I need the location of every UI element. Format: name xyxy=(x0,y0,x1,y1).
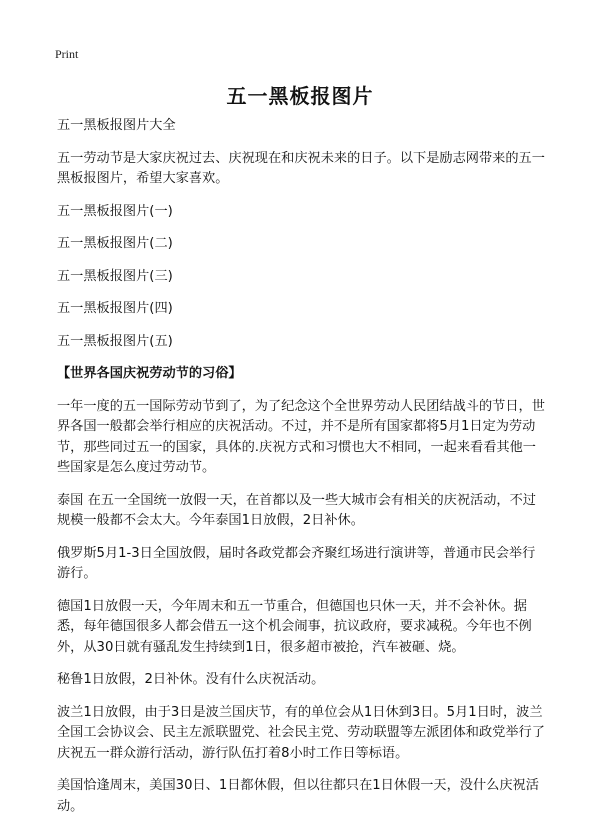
gallery-link-2[interactable]: 五一黑板报图片(二) xyxy=(57,236,173,251)
article-subtitle: 五一黑板报图片大全 xyxy=(57,118,176,133)
paragraph-overview: 一年一度的五一国际劳动节到了，为了纪念这个全世界劳动人民团结战斗的节日，世界各国一般都会举行相应的庆祝活动。不过，并不是所有国家都将5月1日定为劳动节，那些同过五一的国家，具体的.庆祝方式和习惯也大不相同，一起来看看其他一些国家是怎么度过劳动节。 xyxy=(57,398,545,475)
paragraph-thailand: 泰国 在五一全国统一放假一天，在首都以及一些大城市会有相关的庆祝活动，不过规模一般都不会太大。今年泰国1日放假，2日补休。 xyxy=(57,492,536,528)
article-body xyxy=(57,116,547,829)
paragraph-peru: 秘鲁1日放假，2日补休。没有什么庆祝活动。 xyxy=(57,672,325,687)
print-link[interactable]: Print xyxy=(55,47,79,61)
paragraph-poland: 波兰1日放假，由于3日是波兰国庆节，有的单位会从1日休到3日。5月1日时，波兰全国工会协议会、民主左派联盟党、社会民主党、劳动联盟等左派团体和政党举行了庆祝五一群众游行活动，游行队伍打着8小时工作日等标语。 xyxy=(57,704,545,761)
gallery-link-5[interactable]: 五一黑板报图片(五) xyxy=(57,333,173,349)
paragraph-usa: 美国恰逢周末，美国30日、1日都休假，但以往都只在1日休假一天，没什么庆祝活动。 xyxy=(57,778,539,814)
gallery-link-1[interactable]: 五一黑板报图片(一) xyxy=(57,203,173,219)
intro-paragraph: 五一劳动节是大家庆祝过去、庆祝现在和庆祝未来的日子。以下是励志网带来的五一黑板报图片，希望大家喜欢。 xyxy=(57,150,545,186)
gallery-link-4[interactable]: 五一黑板报图片(四) xyxy=(57,301,173,316)
paragraph-germany: 德国1日放假一天，今年周末和五一节重合，但德国也只休一天，并不会补休。据悉，每年德国很多人都会借五一这个机会闹事，抗议政府，要求减税。今年也不例外，从30日就有骚乱发生持续到1日，很多超市被抢，汽车被砸、烧。 xyxy=(57,598,532,655)
section-heading: 【世界各国庆祝劳动节的习俗】 xyxy=(57,366,242,381)
page-title: 五一黑板报图片 xyxy=(226,84,374,108)
gallery-link-3[interactable]: 五一黑板报图片(三) xyxy=(57,268,173,284)
paragraph-russia: 俄罗斯5月1-3日全国放假，届时各政党都会齐聚红场进行演讲等，普通市民会举行游行。 xyxy=(57,545,536,581)
